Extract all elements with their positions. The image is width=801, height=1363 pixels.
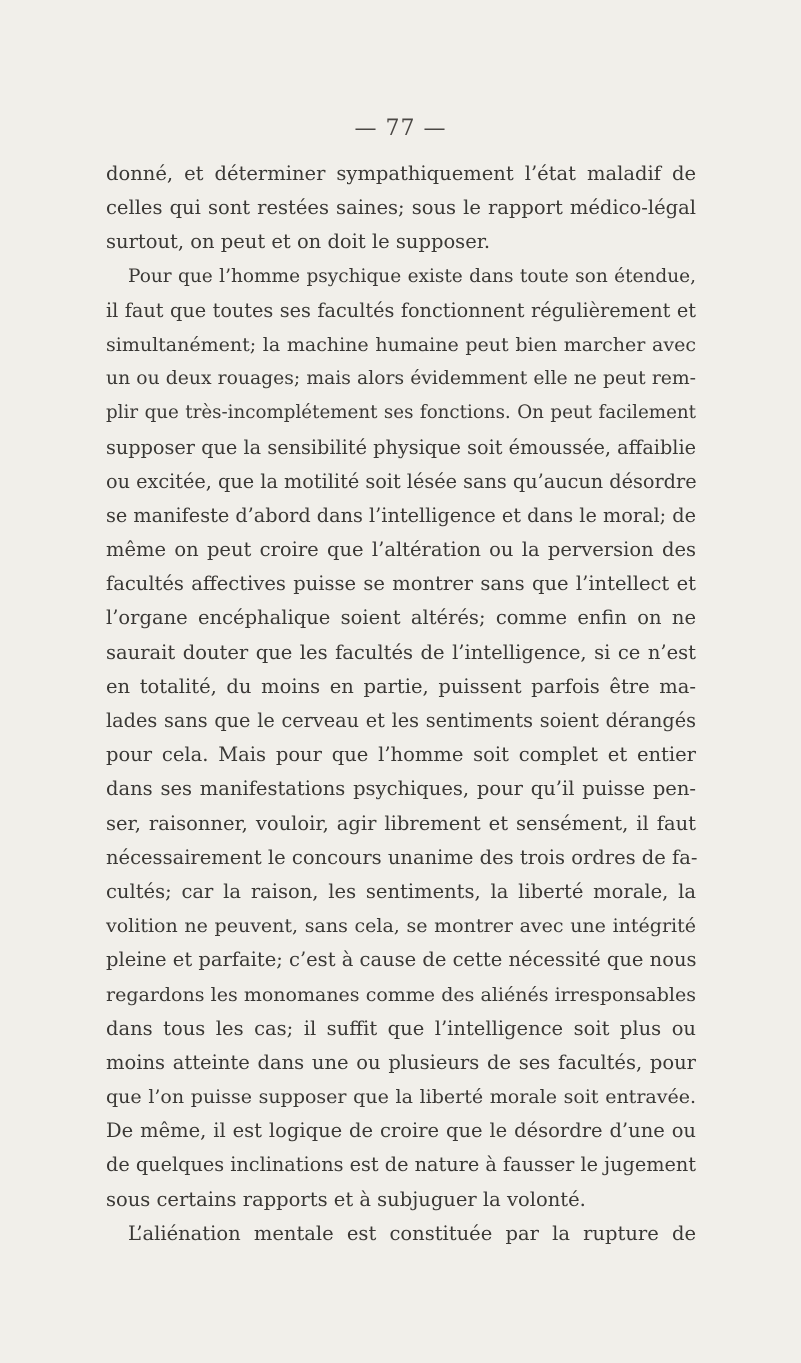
text-line: saurait douter que les facultés de l’intelligence, si ce n’est	[106, 640, 696, 664]
text-line: facultés affectives puisse se montrer sans que l’intellect et	[106, 572, 696, 596]
text-line: ser, raisonner, vouloir, agir librement et sensément, il faut	[106, 811, 696, 835]
text-line: cultés; car la raison, les sentiments, la liberté morale, la	[106, 879, 696, 903]
text-line: volition ne peuvent, sans cela, se montrer avec une intégrité	[106, 915, 696, 938]
text-line: L’aliénation mentale est constituée par la rupture de	[128, 1221, 696, 1245]
text-line: dans ses manifestations psychiques, pour qu’il puisse pen-	[106, 777, 696, 801]
text-line: l’organe encéphalique soient altérés; comme enfin on ne	[106, 606, 696, 630]
text-line: en totalité, du moins en partie, puissent parfois être ma-	[106, 674, 696, 698]
text-line: plir que très-incomplétement ses fonctions. On peut facilement	[106, 402, 696, 424]
text-line: Pour que l’homme psychique existe dans toute son étendue,	[128, 265, 696, 287]
text-line: dans tous les cas; il suffit que l’intelligence soit plus ou	[106, 1016, 696, 1040]
text-line: il faut que toutes ses facultés fonctionnent régulièrement et	[106, 298, 696, 322]
body-text	[106, 157, 696, 1251]
text-line: nécessairement le concours unanime des trois ordres de fa-	[106, 845, 698, 869]
text-line: De même, il est logique de croire que le désordre d’une ou	[106, 1119, 696, 1143]
text-line: supposer que la sensibilité physique soit émoussée, affaiblie	[106, 435, 696, 459]
text-line: sous certains rapports et à subjuguer la volonté.	[106, 1187, 586, 1211]
text-line: donné, et déterminer sympathiquement l’état maladif de	[106, 162, 696, 185]
text-line: de quelques inclinations est de nature à fausser le jugement	[106, 1153, 696, 1177]
text-line: même on peut croire que l’altération ou la perversion des	[106, 538, 696, 562]
text-line: simultanément; la machine humaine peut bien marcher avec	[106, 333, 696, 356]
page-number: — 77 —	[354, 116, 447, 141]
text-line: surtout, on peut et on doit le supposer.	[106, 230, 491, 254]
text-line: regardons les monomanes comme des aliénés irresponsables	[106, 983, 696, 1006]
text-line: un ou deux rouages; mais alors évidemment elle ne peut rem-	[106, 368, 696, 390]
text-line: celles qui sont restées saines; sous le rapport médico-légal	[106, 196, 696, 220]
text-line: lades sans que le cerveau et les sentiments soient dérangés	[106, 709, 696, 732]
text-line: pleine et parfaite; c’est à cause de cette nécessité que nous	[106, 948, 697, 972]
text-line: pour cela. Mais pour que l’homme soit complet et entier	[106, 743, 696, 767]
text-line: se manifeste d’abord dans l’intelligence et dans le moral; de	[106, 503, 696, 527]
text-line: que l’on puisse supposer que la liberté morale soit entravée.	[106, 1086, 696, 1109]
text-line: ou excitée, que la motilité soit lésée sans qu’aucun désordre	[106, 469, 697, 493]
text-line: moins atteinte dans une ou plusieurs de ses facultés, pour	[106, 1050, 696, 1074]
